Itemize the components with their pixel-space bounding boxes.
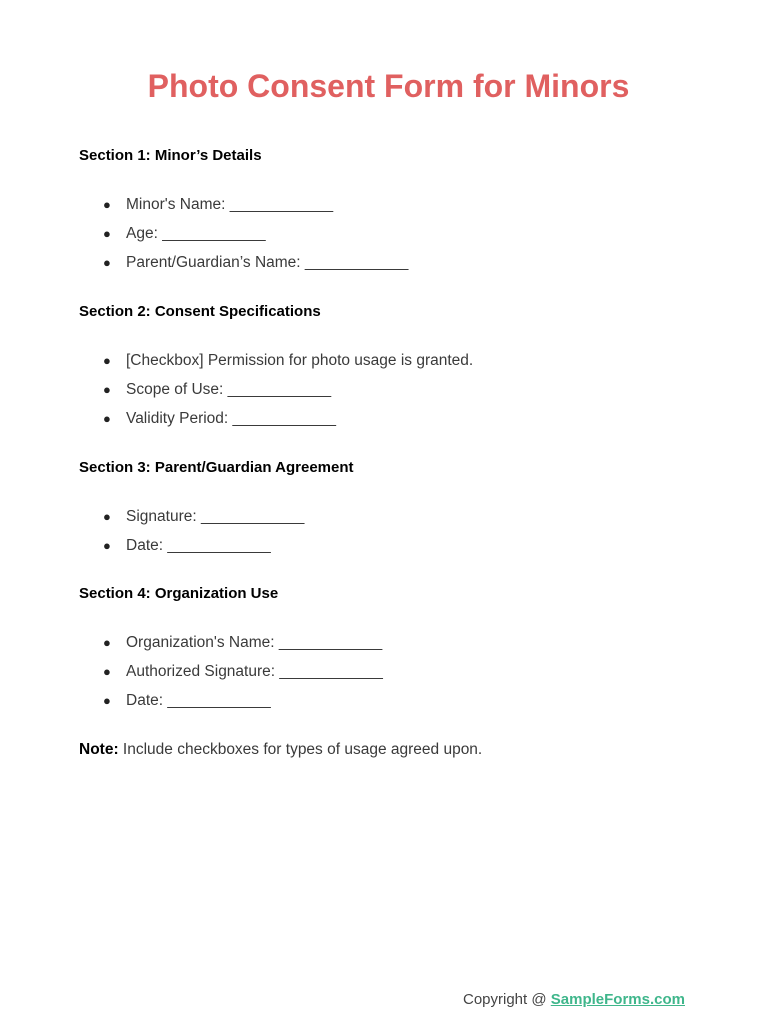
bullet-icon: ● [103,226,111,241]
field-permission-checkbox [79,351,719,380]
section-consent-specifications [79,302,719,438]
field-list [79,195,719,282]
field-signature [79,507,719,536]
field-scope-of-use [79,380,719,409]
section-heading: Section 4: Organization Use [79,585,279,602]
field-label: [Checkbox] Permission for photo usage is granted. [126,352,474,369]
field-label: Signature: ____________ [126,508,305,525]
note-text: Include checkboxes for types of usage agreed upon. [118,741,483,758]
field-date [79,536,719,565]
copyright-prefix: Copyright @ [463,991,551,1008]
brand-link[interactable]: SampleForms.com [550,991,685,1008]
field-label: Validity Period: ____________ [126,410,336,427]
field-label: Date: ____________ [126,537,271,554]
field-label: Age: ____________ [126,225,266,242]
field-list [79,507,719,565]
bullet-icon: ● [103,197,111,212]
field-label: Organization's Name: ____________ [126,634,383,651]
section-minors-details [79,146,719,282]
field-label: Scope of Use: ____________ [126,381,332,398]
bullet-icon: ● [103,693,111,708]
field-date [79,691,719,720]
note [79,740,482,760]
section-heading: Section 3: Parent/Guardian Agreement [79,459,354,476]
bullet-icon: ● [103,538,111,553]
bullet-icon: ● [103,411,111,426]
section-parent-guardian-agreement [79,458,719,565]
field-validity-period [79,409,719,438]
copyright-footer [463,990,685,1010]
bullet-icon: ● [103,255,111,270]
bullet-icon: ● [103,353,111,368]
bullet-icon: ● [103,382,111,397]
document-title: Photo Consent Form for Minors [147,68,630,104]
bullet-icon: ● [103,664,111,679]
field-label: Date: ____________ [126,692,271,709]
section-heading: Section 1: Minor’s Details [79,147,262,164]
field-parent-guardian-name [79,253,719,282]
field-list [79,633,719,720]
field-list [79,351,719,438]
field-label: Authorized Signature: ____________ [126,663,383,680]
field-label: Minor's Name: ____________ [126,196,334,213]
note-label: Note: [79,741,119,758]
field-label: Parent/Guardian’s Name: ____________ [126,254,409,271]
field-authorized-signature [79,662,719,691]
field-minors-name [79,195,719,224]
bullet-icon: ● [103,635,111,650]
bullet-icon: ● [103,509,111,524]
section-heading: Section 2: Consent Specifications [79,303,321,320]
field-age [79,224,719,253]
field-organization-name [79,633,719,662]
section-organization-use [79,584,719,720]
